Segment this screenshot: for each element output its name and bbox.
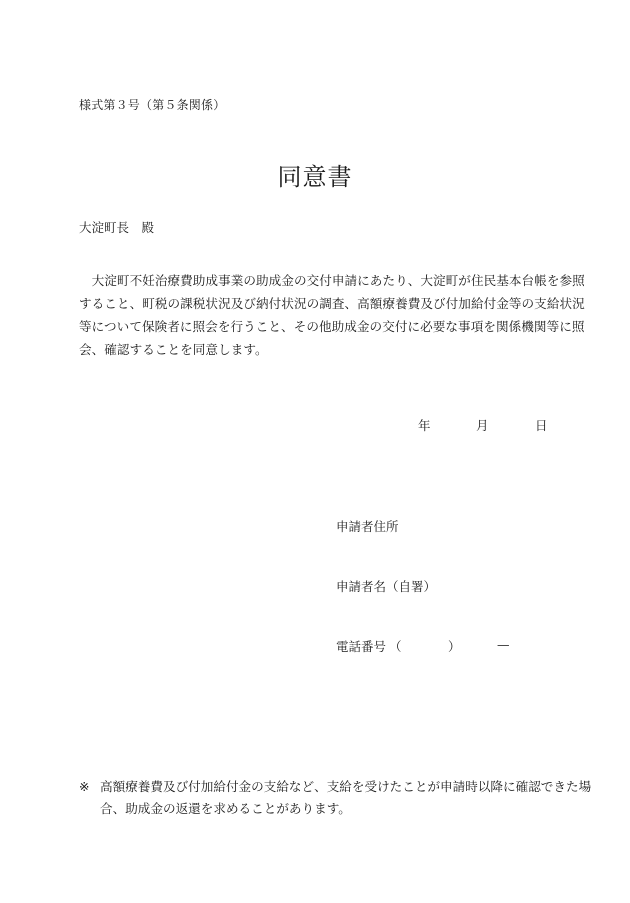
- phone-open-paren: （: [389, 639, 402, 654]
- date-year-label: 年: [418, 418, 431, 433]
- consent-line: すること、町税の課税状況及び納付状況の調査、高額療養費及び付加給付金等の支給状況: [79, 296, 585, 311]
- phone-dash: —: [497, 637, 510, 652]
- consent-line: 会、確認することを同意します。: [79, 342, 268, 357]
- applicant-name-label: 申請者名（自署）: [336, 579, 437, 594]
- form-number: 様式第３号（第５条関係）: [79, 98, 226, 112]
- applicant-address-label: 申請者住所: [336, 519, 399, 534]
- note-mark-icon: ※: [79, 779, 90, 794]
- note-line: 高額療養費及び付加給付金の支給など、支給を受けたことが申請時以降に確認できた場: [100, 779, 592, 794]
- note-text: [100, 776, 592, 820]
- consent-line: 大淀町不妊治療費助成事業の助成金の交付申請にあたり、大淀町が住民基本台帳を参照: [79, 273, 585, 288]
- consent-statement: [79, 269, 585, 361]
- note-line: 合、助成金の返還を求めることがあります。: [100, 801, 351, 816]
- page-title: 同意書: [277, 163, 353, 191]
- phone-close-paren: ）: [448, 639, 461, 654]
- date-day-label: 日: [535, 418, 548, 433]
- phone-label: 電話番号: [336, 639, 387, 654]
- date-month-label: 月: [476, 418, 489, 433]
- consent-line: 等について保険者に照会を行うこと、その他助成金の交付に必要な事項を関係機関等に照: [79, 319, 585, 334]
- addressee: 大淀町長 殿: [79, 220, 155, 235]
